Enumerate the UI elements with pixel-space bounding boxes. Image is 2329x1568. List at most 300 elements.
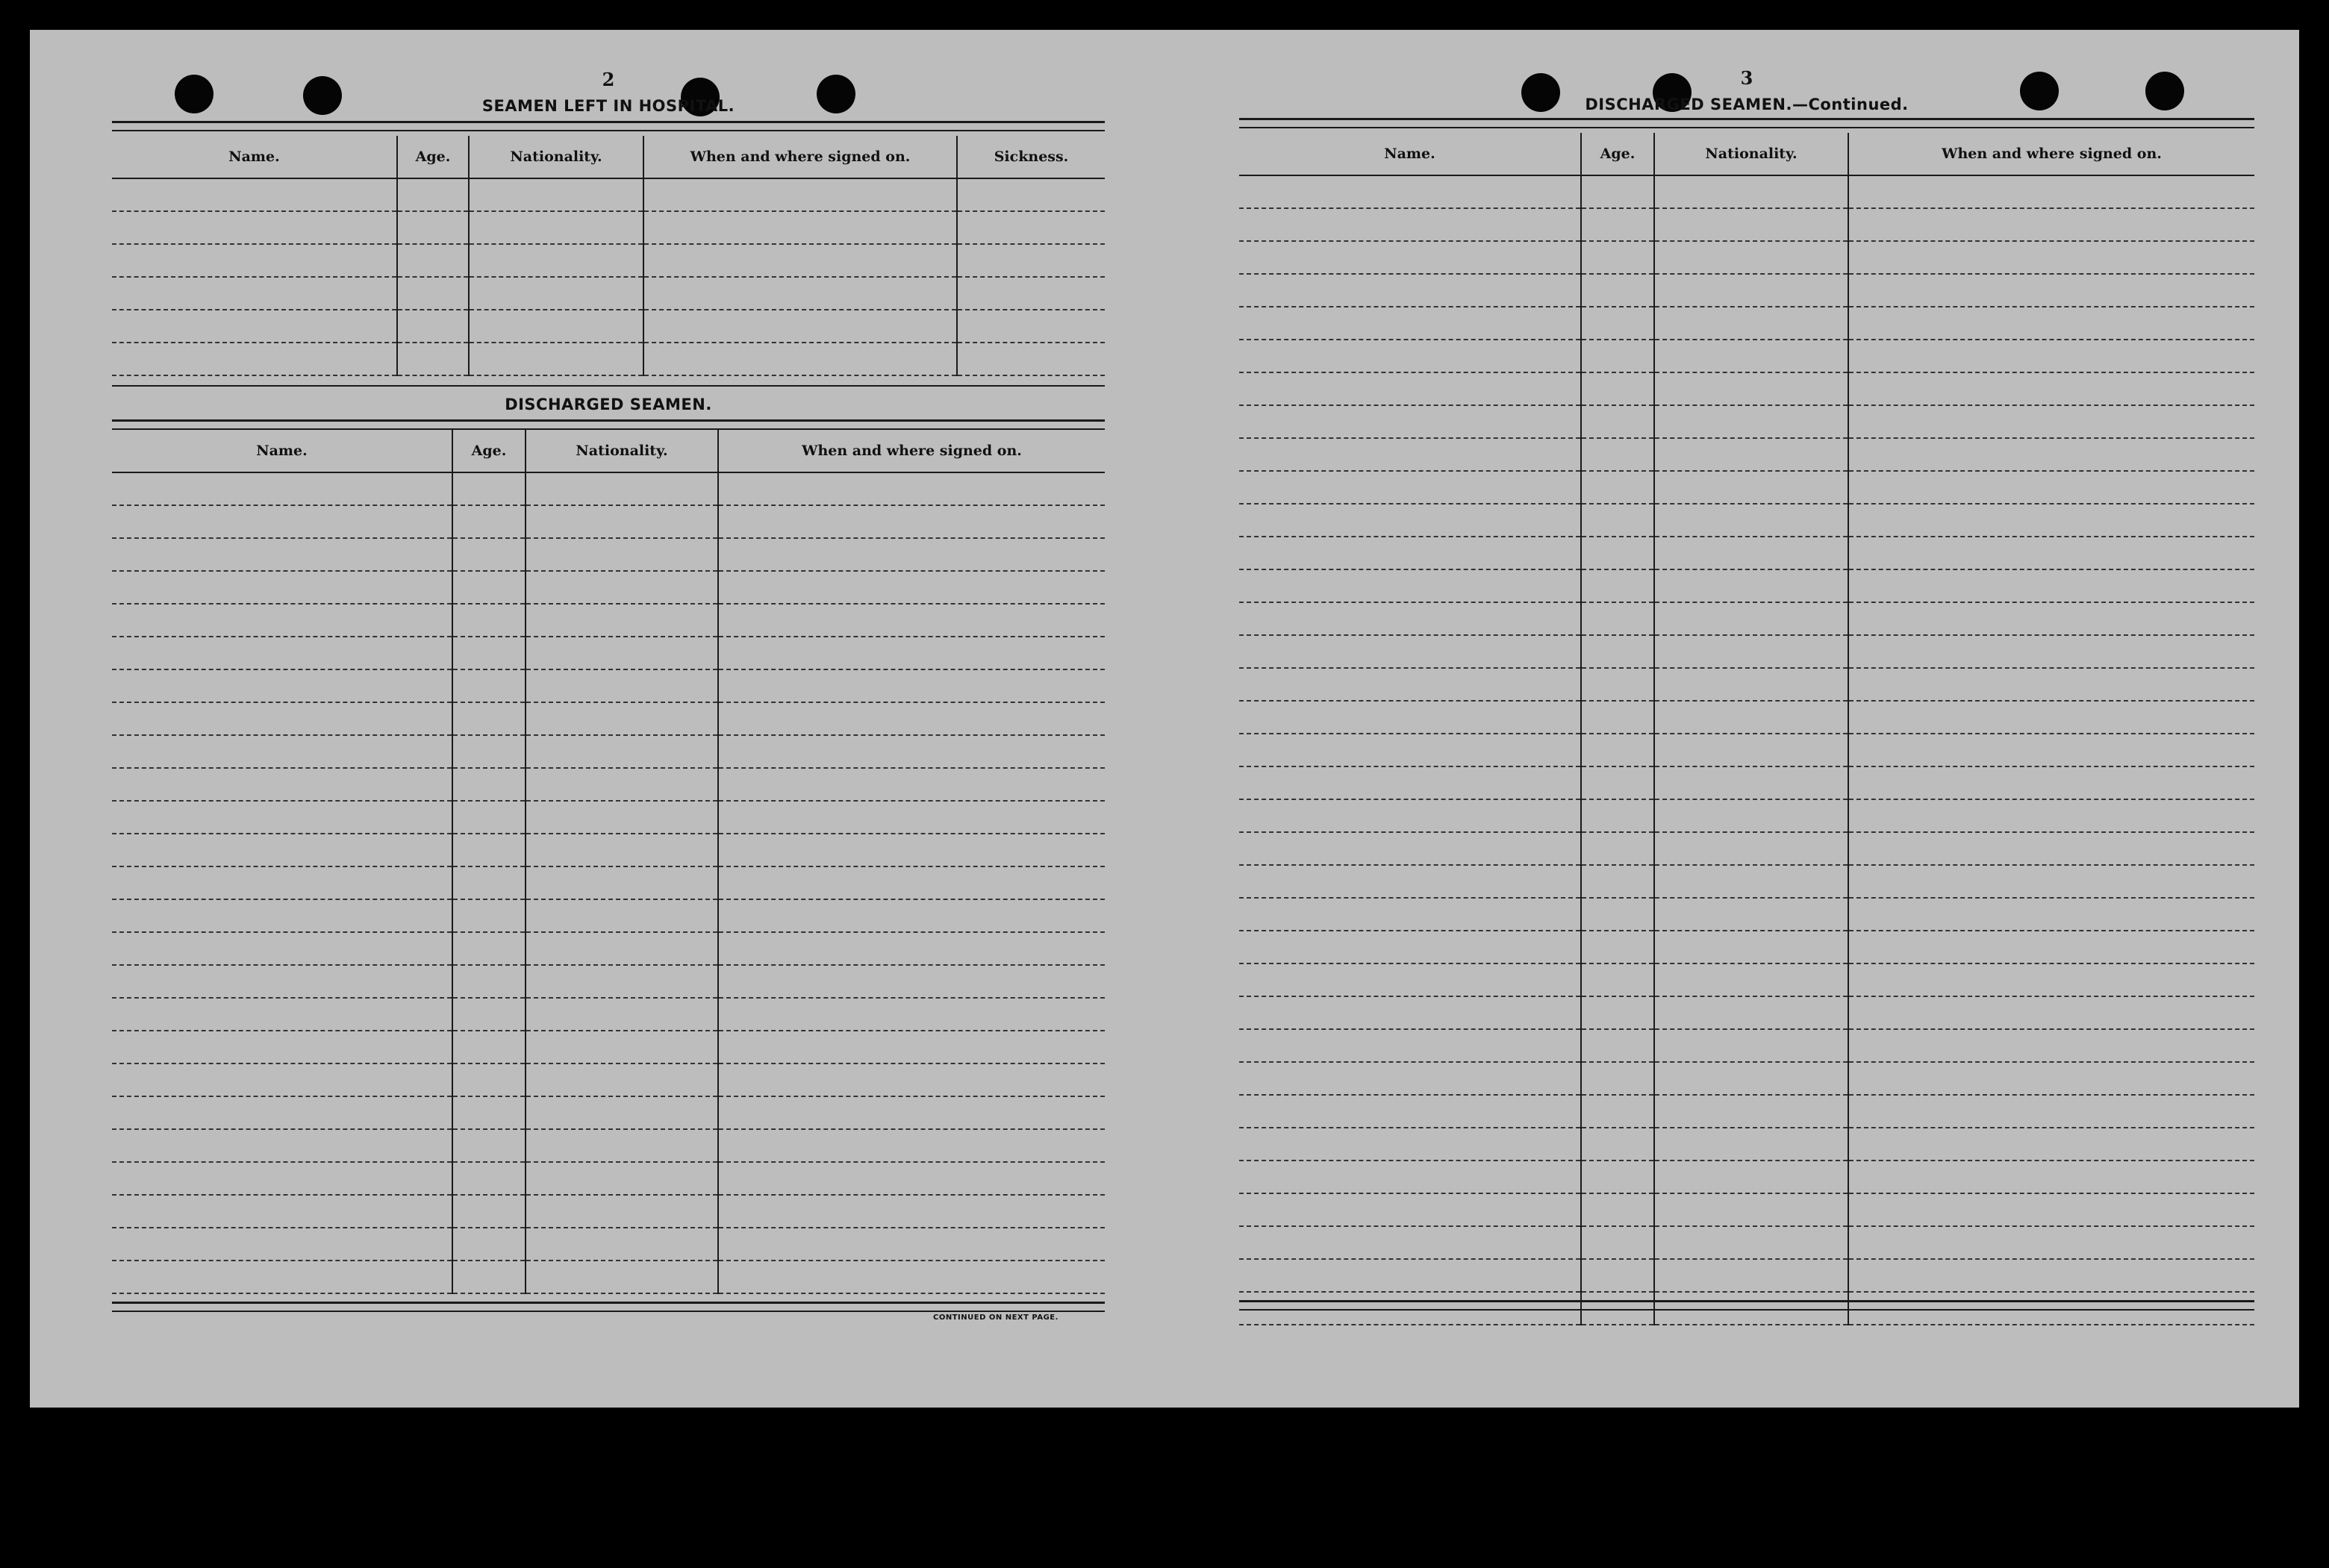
blank-entry-cell[interactable] [526, 669, 718, 702]
blank-entry-cell[interactable] [1239, 668, 1581, 701]
blank-entry-cell[interactable] [452, 768, 526, 801]
blank-entry-cell[interactable] [643, 310, 957, 343]
divider [1239, 1300, 2254, 1311]
blank-entry-cell[interactable] [1581, 1029, 1654, 1062]
blank-entry-cell[interactable] [1581, 1128, 1654, 1161]
blank-entry-cell[interactable] [718, 866, 1105, 899]
column-header: Age. [1581, 133, 1654, 175]
blank-entry-cell[interactable] [1239, 1226, 1581, 1259]
blank-entry-cell[interactable] [1848, 832, 2254, 865]
blank-entry-cell[interactable] [452, 899, 526, 932]
blank-entry-cell[interactable] [718, 669, 1105, 702]
blank-entry-cell[interactable] [397, 277, 469, 310]
blank-entry-row [112, 277, 1105, 310]
blank-entry-cell[interactable] [1239, 1259, 1581, 1292]
blank-entry-cell[interactable] [452, 472, 526, 505]
blank-entry-cell[interactable] [1654, 569, 1848, 602]
blank-entry-cell[interactable] [957, 277, 1105, 310]
blank-entry-cell[interactable] [1654, 274, 1848, 307]
blank-entry-cell[interactable] [1239, 438, 1581, 471]
blank-entry-cell[interactable] [1848, 537, 2254, 569]
blank-entry-cell[interactable] [526, 1096, 718, 1129]
blank-entry-cell[interactable] [397, 211, 469, 244]
blank-entry-cell[interactable] [112, 998, 452, 1031]
blank-entry-cell[interactable] [112, 965, 452, 998]
blank-entry-cell[interactable] [526, 1261, 718, 1293]
blank-entry-row [112, 801, 1105, 834]
blank-entry-cell[interactable] [452, 1063, 526, 1096]
blank-entry-cell[interactable] [397, 310, 469, 343]
blank-entry-cell[interactable] [1654, 372, 1848, 405]
page-number: 2 [602, 69, 615, 90]
blank-entry-cell[interactable] [1239, 766, 1581, 799]
blank-entry-cell[interactable] [1848, 340, 2254, 372]
blank-entry-cell[interactable] [718, 768, 1105, 801]
blank-entry-cell[interactable] [1239, 832, 1581, 865]
blank-entry-cell[interactable] [1581, 208, 1654, 241]
blank-entry-cell[interactable] [1239, 996, 1581, 1029]
blank-entry-cell[interactable] [1239, 1062, 1581, 1095]
blank-entry-cell[interactable] [526, 1195, 718, 1228]
blank-entry-cell[interactable] [718, 1195, 1105, 1228]
blank-entry-cell[interactable] [452, 669, 526, 702]
blank-entry-cell[interactable] [452, 735, 526, 768]
blank-entry-row [1239, 1193, 2254, 1226]
column-header: When and where signed on. [643, 136, 957, 178]
blank-entry-cell[interactable] [526, 801, 718, 834]
blank-entry-cell[interactable] [1581, 766, 1654, 799]
blank-entry-cell[interactable] [1581, 1095, 1654, 1128]
blank-entry-cell[interactable] [452, 834, 526, 866]
blank-entry-cell[interactable] [1848, 1193, 2254, 1226]
blank-entry-cell[interactable] [1654, 537, 1848, 569]
blank-entry-cell[interactable] [1654, 996, 1848, 1029]
blank-entry-cell[interactable] [112, 735, 452, 768]
blank-entry-cell[interactable] [526, 702, 718, 735]
blank-entry-cell[interactable] [1581, 963, 1654, 996]
blank-entry-cell[interactable] [1848, 504, 2254, 537]
blank-entry-cell[interactable] [718, 1031, 1105, 1063]
blank-entry-cell[interactable] [1848, 372, 2254, 405]
blank-entry-cell[interactable] [718, 1063, 1105, 1096]
blank-entry-cell[interactable] [1654, 602, 1848, 635]
blank-entry-cell[interactable] [1654, 241, 1848, 274]
blank-entry-cell[interactable] [1848, 963, 2254, 996]
blank-entry-cell[interactable] [112, 1063, 452, 1096]
column-header: Name. [112, 430, 452, 472]
blank-entry-cell[interactable] [957, 178, 1105, 211]
blank-entry-cell[interactable] [526, 735, 718, 768]
blank-entry-cell[interactable] [1581, 635, 1654, 668]
blank-entry-cell[interactable] [1239, 635, 1581, 668]
blank-entry-cell[interactable] [1581, 504, 1654, 537]
blank-entry-cell[interactable] [112, 866, 452, 899]
blank-entry-cell[interactable] [112, 801, 452, 834]
blank-entry-cell[interactable] [1654, 340, 1848, 372]
blank-entry-cell[interactable] [112, 310, 397, 343]
blank-entry-cell[interactable] [1654, 471, 1848, 504]
blank-entry-cell[interactable] [1848, 602, 2254, 635]
blank-entry-cell[interactable] [112, 343, 397, 375]
blank-entry-cell[interactable] [526, 866, 718, 899]
blank-entry-cell[interactable] [1654, 307, 1848, 340]
blank-entry-cell[interactable] [469, 277, 643, 310]
blank-entry-cell[interactable] [112, 1261, 452, 1293]
blank-entry-cell[interactable] [526, 1129, 718, 1162]
blank-entry-cell[interactable] [526, 637, 718, 669]
blank-entry-cell[interactable] [1654, 931, 1848, 963]
blank-entry-cell[interactable] [397, 244, 469, 277]
blank-entry-cell[interactable] [526, 1063, 718, 1096]
blank-entry-row [1239, 832, 2254, 865]
blank-entry-cell[interactable] [112, 834, 452, 866]
blank-entry-cell[interactable] [1239, 307, 1581, 340]
blank-entry-cell[interactable] [452, 637, 526, 669]
column-header: Name. [112, 136, 397, 178]
blank-entry-row [112, 505, 1105, 538]
blank-entry-cell[interactable] [1239, 372, 1581, 405]
blank-entry-cell[interactable] [1654, 438, 1848, 471]
blank-entry-cell[interactable] [112, 899, 452, 932]
blank-entry-cell[interactable] [1654, 865, 1848, 898]
blank-entry-row [1239, 865, 2254, 898]
discharged-table [112, 430, 1105, 1294]
divider [112, 385, 1105, 387]
blank-entry-cell[interactable] [112, 1162, 452, 1195]
blank-entry-cell[interactable] [1581, 241, 1654, 274]
blank-entry-cell[interactable] [1581, 799, 1654, 832]
blank-entry-cell[interactable] [1848, 307, 2254, 340]
blank-entry-row [1239, 1259, 2254, 1292]
blank-entry-cell[interactable] [1654, 504, 1848, 537]
blank-entry-cell[interactable] [1848, 701, 2254, 734]
blank-entry-row [1239, 438, 2254, 471]
blank-entry-cell[interactable] [1654, 799, 1848, 832]
blank-entry-cell[interactable] [1848, 898, 2254, 931]
blank-entry-cell[interactable] [718, 801, 1105, 834]
blank-entry-row [1239, 405, 2254, 438]
blank-entry-cell[interactable] [1848, 766, 2254, 799]
blank-entry-cell[interactable] [452, 965, 526, 998]
blank-entry-cell[interactable] [1581, 1259, 1654, 1292]
blank-entry-cell[interactable] [1581, 569, 1654, 602]
blank-entry-cell[interactable] [1848, 931, 2254, 963]
blank-entry-cell[interactable] [452, 604, 526, 637]
blank-entry-cell[interactable] [526, 965, 718, 998]
blank-entry-cell[interactable] [452, 505, 526, 538]
blank-entry-cell[interactable] [526, 899, 718, 932]
blank-entry-cell[interactable] [718, 702, 1105, 735]
blank-entry-cell[interactable] [112, 571, 452, 604]
blank-entry-cell[interactable] [718, 735, 1105, 768]
blank-entry-cell[interactable] [397, 178, 469, 211]
blank-entry-cell[interactable] [1239, 734, 1581, 766]
blank-entry-cell[interactable] [1654, 898, 1848, 931]
blank-entry-cell[interactable] [112, 1096, 452, 1129]
blank-entry-cell[interactable] [452, 538, 526, 571]
blank-entry-cell[interactable] [112, 604, 452, 637]
blank-entry-cell[interactable] [452, 1162, 526, 1195]
blank-entry-row [112, 1063, 1105, 1096]
blank-entry-cell[interactable] [397, 343, 469, 375]
blank-entry-cell[interactable] [526, 768, 718, 801]
blank-entry-cell[interactable] [1848, 734, 2254, 766]
blank-entry-cell[interactable] [1239, 175, 1581, 208]
column-header: Age. [397, 136, 469, 178]
blank-entry-row [112, 998, 1105, 1031]
blank-entry-cell[interactable] [718, 965, 1105, 998]
divider [112, 419, 1105, 430]
blank-entry-cell[interactable] [469, 244, 643, 277]
blank-entry-cell[interactable] [112, 932, 452, 965]
blank-entry-cell[interactable] [112, 178, 397, 211]
blank-entry-cell[interactable] [1239, 274, 1581, 307]
blank-entry-cell[interactable] [1581, 734, 1654, 766]
blank-entry-cell[interactable] [526, 1162, 718, 1195]
blank-entry-cell[interactable] [718, 932, 1105, 965]
blank-entry-cell[interactable] [1239, 241, 1581, 274]
blank-entry-cell[interactable] [452, 1261, 526, 1293]
blank-entry-row [112, 1162, 1105, 1195]
blank-entry-cell[interactable] [718, 571, 1105, 604]
blank-entry-cell[interactable] [452, 801, 526, 834]
blank-entry-cell[interactable] [1654, 208, 1848, 241]
blank-entry-cell[interactable] [1848, 1161, 2254, 1193]
blank-entry-cell[interactable] [112, 768, 452, 801]
blank-entry-cell[interactable] [1848, 668, 2254, 701]
blank-entry-cell[interactable] [1581, 307, 1654, 340]
blank-entry-cell[interactable] [1239, 340, 1581, 372]
blank-entry-cell[interactable] [1239, 1128, 1581, 1161]
blank-entry-cell[interactable] [957, 310, 1105, 343]
blank-entry-cell[interactable] [1654, 1095, 1848, 1128]
blank-entry-cell[interactable] [452, 932, 526, 965]
blank-entry-cell[interactable] [1239, 1193, 1581, 1226]
blank-entry-cell[interactable] [1239, 602, 1581, 635]
blank-entry-cell[interactable] [1654, 1259, 1848, 1292]
blank-entry-cell[interactable] [1239, 865, 1581, 898]
blank-entry-cell[interactable] [718, 1096, 1105, 1129]
blank-entry-cell[interactable] [526, 998, 718, 1031]
blank-entry-cell[interactable] [112, 538, 452, 571]
blank-entry-cell[interactable] [1239, 799, 1581, 832]
blank-entry-cell[interactable] [1654, 1226, 1848, 1259]
blank-entry-cell[interactable] [718, 1261, 1105, 1293]
blank-entry-row [1239, 1161, 2254, 1193]
blank-entry-cell[interactable] [112, 1129, 452, 1162]
blank-entry-cell[interactable] [1581, 668, 1654, 701]
blank-entry-row [112, 178, 1105, 211]
column-header: Age. [452, 430, 526, 472]
blank-entry-cell[interactable] [526, 505, 718, 538]
blank-entry-cell[interactable] [1239, 405, 1581, 438]
blank-entry-cell[interactable] [643, 277, 957, 310]
blank-entry-cell[interactable] [526, 472, 718, 505]
blank-entry-cell[interactable] [1848, 274, 2254, 307]
blank-entry-cell[interactable] [1654, 668, 1848, 701]
blank-entry-cell[interactable] [1848, 865, 2254, 898]
blank-entry-cell[interactable] [469, 343, 643, 375]
blank-entry-cell[interactable] [957, 244, 1105, 277]
blank-entry-cell[interactable] [526, 604, 718, 637]
blank-entry-cell[interactable] [718, 899, 1105, 932]
blank-entry-cell[interactable] [1239, 963, 1581, 996]
blank-entry-cell[interactable] [1581, 1226, 1654, 1259]
blank-entry-cell[interactable] [526, 538, 718, 571]
blank-entry-cell[interactable] [112, 505, 452, 538]
blank-entry-cell[interactable] [1239, 208, 1581, 241]
blank-entry-cell[interactable] [1581, 471, 1654, 504]
blank-entry-cell[interactable] [452, 1129, 526, 1162]
blank-entry-cell[interactable] [112, 1228, 452, 1261]
blank-entry-cell[interactable] [112, 244, 397, 277]
blank-entry-cell[interactable] [1239, 701, 1581, 734]
blank-entry-cell[interactable] [1581, 602, 1654, 635]
divider [112, 121, 1105, 131]
blank-entry-cell[interactable] [1581, 996, 1654, 1029]
blank-entry-cell[interactable] [957, 343, 1105, 375]
blank-entry-cell[interactable] [112, 211, 397, 244]
blank-entry-cell[interactable] [957, 211, 1105, 244]
blank-entry-cell[interactable] [718, 834, 1105, 866]
blank-entry-cell[interactable] [643, 244, 957, 277]
blank-entry-cell[interactable] [1848, 241, 2254, 274]
blank-entry-cell[interactable] [718, 472, 1105, 505]
blank-entry-cell[interactable] [1581, 865, 1654, 898]
blank-entry-cell[interactable] [718, 538, 1105, 571]
blank-entry-cell[interactable] [469, 211, 643, 244]
blank-entry-cell[interactable] [1239, 1029, 1581, 1062]
blank-entry-cell[interactable] [526, 571, 718, 604]
blank-entry-cell[interactable] [1848, 1226, 2254, 1259]
blank-entry-cell[interactable] [1239, 898, 1581, 931]
blank-entry-cell[interactable] [469, 178, 643, 211]
blank-entry-cell[interactable] [1654, 1029, 1848, 1062]
blank-entry-row [112, 343, 1105, 375]
blank-entry-cell[interactable] [452, 571, 526, 604]
blank-entry-cell[interactable] [1581, 405, 1654, 438]
blank-entry-cell[interactable] [643, 343, 957, 375]
blank-entry-cell[interactable] [452, 702, 526, 735]
blank-entry-cell[interactable] [1848, 996, 2254, 1029]
blank-entry-row [1239, 471, 2254, 504]
blank-entry-cell[interactable] [1654, 1161, 1848, 1193]
blank-entry-cell[interactable] [1581, 701, 1654, 734]
blank-entry-cell[interactable] [469, 310, 643, 343]
blank-entry-cell[interactable] [1654, 832, 1848, 865]
blank-entry-cell[interactable] [452, 866, 526, 899]
blank-entry-cell[interactable] [1848, 799, 2254, 832]
blank-entry-cell[interactable] [1848, 1095, 2254, 1128]
blank-entry-row [112, 538, 1105, 571]
blank-entry-cell[interactable] [1848, 1128, 2254, 1161]
blank-entry-cell[interactable] [1654, 734, 1848, 766]
blank-entry-cell[interactable] [1848, 1062, 2254, 1095]
blank-entry-cell[interactable] [1581, 372, 1654, 405]
blank-entry-cell[interactable] [1848, 438, 2254, 471]
blank-entry-row [1239, 996, 2254, 1029]
blank-entry-cell[interactable] [718, 1129, 1105, 1162]
blank-entry-cell[interactable] [1239, 931, 1581, 963]
blank-entry-cell[interactable] [718, 505, 1105, 538]
blank-entry-cell[interactable] [1654, 635, 1848, 668]
blank-entry-cell[interactable] [1848, 175, 2254, 208]
blank-entry-cell[interactable] [718, 1228, 1105, 1261]
blank-entry-cell[interactable] [1654, 766, 1848, 799]
blank-entry-cell[interactable] [1239, 471, 1581, 504]
blank-entry-cell[interactable] [452, 1195, 526, 1228]
blank-entry-cell[interactable] [1848, 208, 2254, 241]
blank-entry-cell[interactable] [1581, 537, 1654, 569]
blank-entry-cell[interactable] [452, 1031, 526, 1063]
blank-entry-cell[interactable] [1654, 1128, 1848, 1161]
blank-entry-cell[interactable] [1848, 1259, 2254, 1292]
blank-entry-cell[interactable] [1581, 1062, 1654, 1095]
blank-entry-cell[interactable] [718, 604, 1105, 637]
blank-entry-cell[interactable] [1654, 1193, 1848, 1226]
blank-entry-cell[interactable] [1239, 569, 1581, 602]
blank-entry-cell[interactable] [643, 178, 957, 211]
blank-entry-cell[interactable] [718, 1162, 1105, 1195]
blank-entry-cell[interactable] [526, 1228, 718, 1261]
blank-entry-cell[interactable] [1239, 504, 1581, 537]
blank-entry-cell[interactable] [452, 998, 526, 1031]
blank-entry-cell[interactable] [526, 1031, 718, 1063]
blank-entry-cell[interactable] [112, 472, 452, 505]
blank-entry-cell[interactable] [1581, 898, 1654, 931]
blank-entry-cell[interactable] [1581, 1193, 1654, 1226]
blank-entry-cell[interactable] [452, 1228, 526, 1261]
blank-entry-row [112, 1195, 1105, 1228]
blank-entry-cell[interactable] [1239, 1161, 1581, 1193]
blank-entry-cell[interactable] [1848, 405, 2254, 438]
blank-entry-cell[interactable] [112, 637, 452, 669]
blank-entry-cell[interactable] [718, 998, 1105, 1031]
blank-entry-cell[interactable] [452, 1096, 526, 1129]
blank-entry-cell[interactable] [1581, 931, 1654, 963]
blank-entry-cell[interactable] [1581, 832, 1654, 865]
blank-entry-cell[interactable] [112, 669, 452, 702]
blank-entry-cell[interactable] [526, 834, 718, 866]
blank-entry-cell[interactable] [1848, 1029, 2254, 1062]
blank-entry-cell[interactable] [526, 932, 718, 965]
blank-entry-cell[interactable] [1848, 569, 2254, 602]
blank-entry-cell[interactable] [718, 637, 1105, 669]
blank-entry-cell[interactable] [112, 702, 452, 735]
blank-entry-cell[interactable] [1581, 175, 1654, 208]
blank-entry-cell[interactable] [1654, 1062, 1848, 1095]
blank-entry-cell[interactable] [1581, 340, 1654, 372]
blank-entry-row [112, 866, 1105, 899]
blank-entry-cell[interactable] [1581, 438, 1654, 471]
form-sheet [30, 30, 2299, 1408]
blank-entry-cell[interactable] [1848, 471, 2254, 504]
blank-entry-row [112, 768, 1105, 801]
blank-entry-cell[interactable] [112, 1195, 452, 1228]
blank-entry-cell[interactable] [1581, 1161, 1654, 1193]
blank-entry-cell[interactable] [1239, 537, 1581, 569]
blank-entry-cell[interactable] [643, 211, 957, 244]
blank-entry-cell[interactable] [1581, 274, 1654, 307]
blank-entry-cell[interactable] [1654, 405, 1848, 438]
blank-entry-cell[interactable] [1654, 701, 1848, 734]
blank-entry-cell[interactable] [1654, 175, 1848, 208]
blank-entry-cell[interactable] [1239, 1095, 1581, 1128]
blank-entry-cell[interactable] [112, 1031, 452, 1063]
blank-entry-cell[interactable] [1654, 963, 1848, 996]
blank-entry-cell[interactable] [1848, 635, 2254, 668]
blank-entry-cell[interactable] [112, 277, 397, 310]
